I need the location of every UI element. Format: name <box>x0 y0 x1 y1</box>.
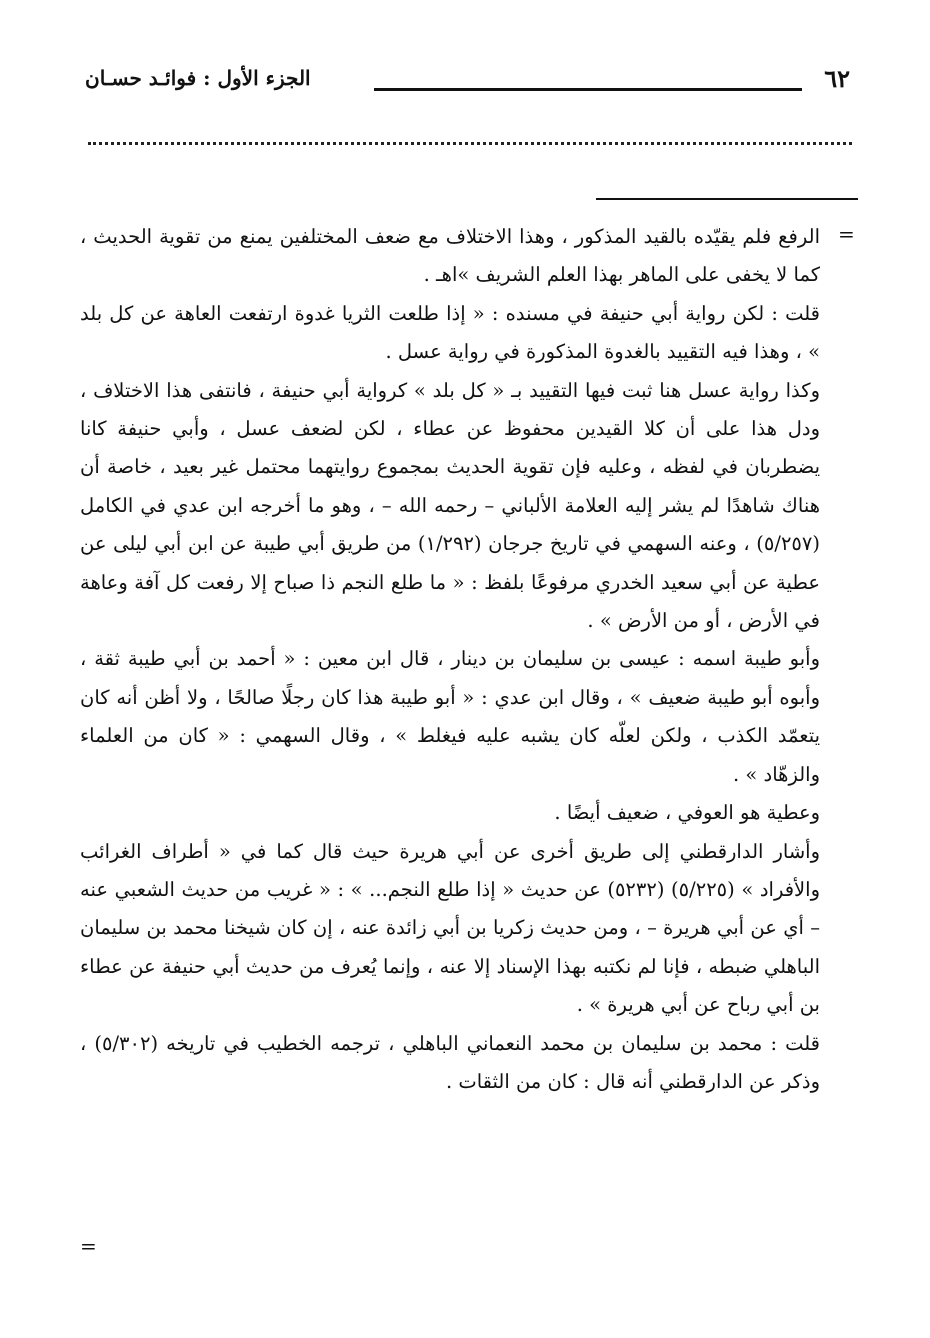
paragraph: وأبو طيبة اسمه : عيسى بن سليمان بن دينار ، قال ابن معين : « أحمد بن أبي طيبة ثقة ، وأبوه أبو طيبة ضعيف » ، وقال ابن عدي : « أبو طيبة هذا كان رجلًا صالحًا ، ولا أظن أنه كان يتعمّد الكذب ، ولكن لعلّه كان يشبه عليه فيغلط » ، وقال السهمي : « كان من العلماء والزهّاد » . <box>80 647 820 786</box>
paragraph: قلت : لكن رواية أبي حنيفة في مسنده : « إذا طلعت الثريا غدوة ارتفعت العاهة عن كل بلد » ، وهذا فيه التقييد بالغدوة المذكورة في رواية عسل . <box>80 301 820 364</box>
header-rule <box>374 88 802 91</box>
paragraph: الرفع فلم يقيّده بالقيد المذكور ، وهذا الاختلاف مع ضعف المختلفين يمنع من تقوية الحديث ، كما لا يخفى على الماهر بهذا العلم الشريف »اهـ . <box>80 225 820 287</box>
paragraph: قلت : محمد بن سليمان بن محمد النعماني الباهلي ، ترجمه الخطيب في تاريخه (٥/٣٠٢) ، وذكر عن الدارقطني أنه قال : كان من الثقات . <box>80 1031 820 1093</box>
page-number: ٦٢ <box>824 64 850 93</box>
page-header <box>85 62 850 102</box>
running-title: الجزء الأول : فوائـد حسـان <box>85 66 311 90</box>
footnote-body <box>80 218 820 1101</box>
continuation-marker-top: = <box>838 222 855 246</box>
dotted-separator <box>88 142 852 145</box>
paragraph: وأشار الدارقطني إلى طريق أخرى عن أبي هريرة حيث قال كما في « أطراف الغرائب والأفراد » (٥/٢٢٥) (٥٢٣٢) عن حديث « إذا طلع النجم... » : « غريب من حديث الشعبي عنه – أي عن أبي هريرة – ، ومن حديث زكريا بن أبي زائدة عنه ، إن كان شيخنا محمد بن سليمان الباهلي ضبطه ، فإنا لم نكتبه بهذا الإسناد إلا عنه ، وإنما يُعرف من حديث أبي حنيفة عن عطاء بن أبي رباح عن أبي هريرة » . <box>80 839 821 1017</box>
footnote-rule <box>596 198 858 200</box>
paragraph: وكذا رواية عسل هنا ثبت فيها التقييد بـ « كل بلد » كرواية أبي حنيفة ، فانتفى هذا الاختلاف ، ودل هذا على أن كلا القيدين محفوظ عن عطاء ، لكن لضعف عسل ، وأبي حنيفة كانا يضطربان في لفظه ، وعليه فإن تقوية الحديث بمجموع روايتهما محتمل غير بعيد ، خاصة أن هناك شاهدًا لم يشر إليه العلامة الألباني – رحمه الله – ، وهو ما أخرجه ابن عدي في الكامل (٥/٢٥٧) ، وعنه السهمي في تاريخ جرجان (١/٢٩٢) من طريق أبي طيبة عن ابن أبي ليلى عن عطية عن أبي سعيد الخدري مرفوعًا بلفظ : « ما طلع النجم ذا صباح إلا رفعت كل آفة وعاهة في الأرض ، أو من الأرض » . <box>80 378 820 633</box>
continuation-marker-bottom: = <box>80 1234 97 1258</box>
paragraph: وعطية هو العوفي ، ضعيف أيضًا . <box>554 801 820 825</box>
